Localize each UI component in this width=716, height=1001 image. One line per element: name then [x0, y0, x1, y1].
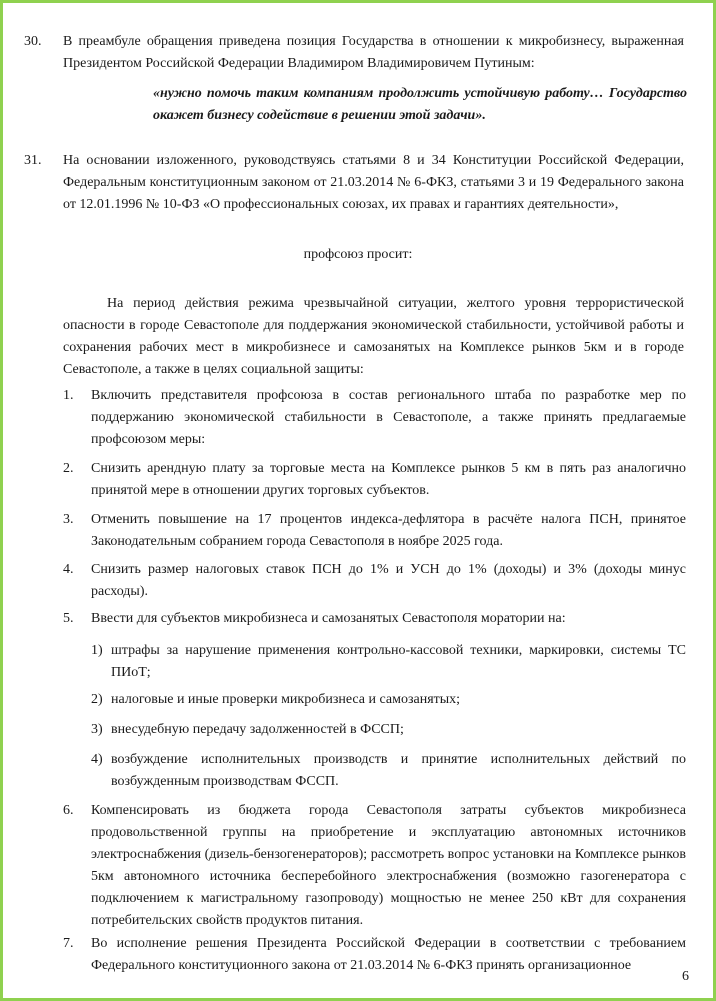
- item-5-number: 5.: [63, 611, 74, 626]
- item-4-text: Снизить размер налоговых ставок ПСН до 1% и УСН до 1% (доходы) и 3% (доходы минус расходы).: [91, 562, 686, 599]
- paragraph-30-number: 30.: [24, 34, 42, 49]
- item-2-text: Снизить арендную плату за торговые места на Комплексе рынков 5 км в пять раз аналогично принятой мере в отношении других торговых субъектов.: [91, 461, 686, 498]
- item-7-text: Во исполнение решения Президента Российской Федерации в соответствии с требованием Федерального конституционного закона от 21.03.2014 № 6-ФКЗ принять организационное: [91, 936, 686, 973]
- request-heading: профсоюз просит:: [303, 247, 413, 262]
- item-6-number: 6.: [63, 803, 74, 818]
- item-1-text: Включить представителя профсоюза в состав регионального штаба по разработке мер по поддержанию экономической стабильности в Севастополе, а также принять предлагаемые профсоюзом меры:: [91, 388, 686, 447]
- subitem-1-text: штрафы за нарушение применения контрольно-кассовой техники, маркировки, системы ТС ПИоТ;: [111, 643, 686, 680]
- item-3-text: Отменить повышение на 17 процентов индекса-дефлятора в расчёте налога ПСН, принятое Законодательным собранием города Севастополя в ноябре 2025 года.: [91, 512, 686, 549]
- subitem-3-text: внесудебную передачу задолженностей в ФССП;: [111, 722, 404, 737]
- item-3-number: 3.: [63, 512, 74, 527]
- paragraph-31-text: На основании изложенного, руководствуясь статьями 8 и 34 Конституции Российской Федерации, Федеральным конституционным законом от 21.03.2014 № 6-ФКЗ, статьями 3 и 19 Федерального закона от 12.01.1996 № 10-ФЗ «О профессиональных союзах, их правах и гарантиях деятельности»,: [63, 153, 684, 212]
- item-4-number: 4.: [63, 562, 74, 577]
- subitem-2-number: 2): [91, 692, 103, 707]
- subitem-3-number: 3): [91, 722, 103, 737]
- subitem-4-text: возбуждение исполнительных производств и принятие исполнительных действий по возбужденным производствам ФССП.: [111, 752, 686, 789]
- item-6-text: Компенсировать из бюджета города Севастополя затраты субъектов микробизнеса продовольственной группы на приобретение и эксплуатацию автономных источников электроснабжения (дизель-бензогенераторов); рассмотреть вопрос установки на Комплексе рынков 5км автономного источника бесперебойного электроснабжения (возможно газогенератора с подключением к магистральному газопроводу) мощностью не менее 250 кВт для сохранения потребительских свойств продуктов питания.: [91, 803, 686, 928]
- item-2-number: 2.: [63, 461, 74, 476]
- page-number: 6: [682, 969, 689, 984]
- president-quote: «нужно помочь таким компаниям продолжить устойчивую работу… Государство окажет бизнесу содействие в решении этой задачи».: [153, 86, 687, 123]
- item-5-text: Ввести для субъектов микробизнеса и самозанятых Севастополя моратории на:: [91, 611, 566, 626]
- item-7-number: 7.: [63, 936, 74, 951]
- subitem-4-number: 4): [91, 752, 103, 767]
- item-1-number: 1.: [63, 388, 74, 403]
- paragraph-31-number: 31.: [24, 153, 42, 168]
- paragraph-30-text: В преамбуле обращения приведена позиция Государства в отношении к микробизнесу, выраженная Президентом Российской Федерации Владимиром Владимировичем Путиным:: [63, 34, 684, 71]
- page-content: [3, 3, 713, 998]
- subitem-1-number: 1): [91, 643, 103, 658]
- intro-paragraph: На период действия режима чрезвычайной ситуации, желтого уровня террористической опасности в городе Севастополе для поддержания экономической стабильности, устойчивой работы и сохранения рабочих мест в микробизнесе и самозанятых на Комплексе рынков 5км и в городе Севастополе, а также в целях социальной защиты:: [63, 296, 684, 377]
- subitem-2-text: налоговые и иные проверки микробизнеса и самозанятых;: [111, 692, 461, 707]
